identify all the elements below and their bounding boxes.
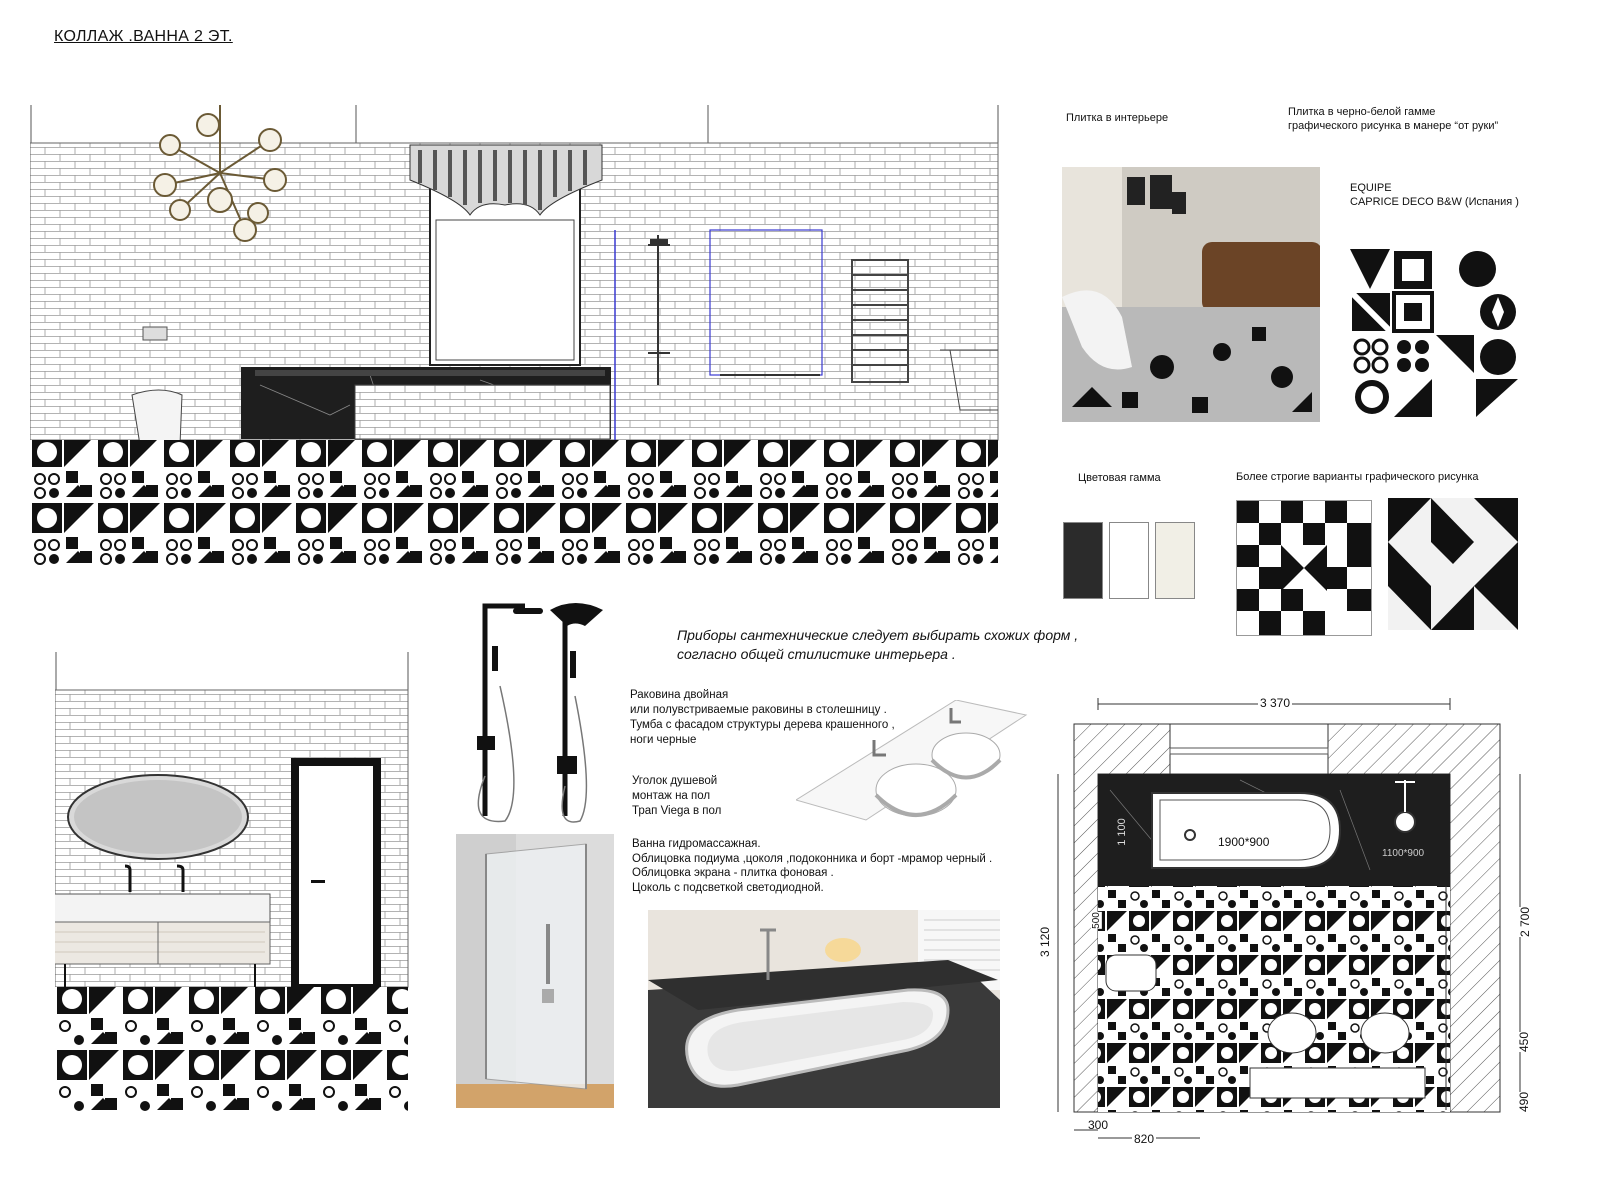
swatch-white [1109, 522, 1149, 599]
label-strict-variants: Более строгие варианты графического рисунка [1236, 471, 1479, 483]
tile-variant-star [1236, 500, 1372, 636]
plan-side-width: 500 [1090, 912, 1102, 929]
plan-dim-bottom-820: 820 [1134, 1132, 1155, 1146]
plan-bath-size: 1900*900 [1218, 835, 1270, 849]
tile-sample-bw [1350, 249, 1520, 419]
double-sink-illustration [796, 700, 1028, 840]
plan-dim-bottom-300: 300 [1088, 1118, 1109, 1132]
floor-plan [1040, 690, 1590, 1150]
label-color-range: Цветовая гамма [1078, 472, 1161, 484]
label-brand: EQUIPE CAPRICE DECO B&W (Испания ) [1350, 182, 1519, 208]
label-tile-interior: Плитка в интерьере [1066, 112, 1169, 124]
swatch-black [1063, 522, 1103, 599]
bathtub-photo [648, 910, 1000, 1108]
plan-dim-left: 3 120 [1038, 926, 1053, 958]
plan-dim-right-top: 2 700 [1518, 906, 1533, 938]
shower-enclosure-photo [456, 834, 614, 1108]
plan-dim-right-450: 450 [1517, 1031, 1532, 1053]
bath-note: Ванна гидромассажная. Облицовка подиума ,цоколя ,подоконника и борт -мрамор черный . Облицовка экрана - плитка фоновая . Цоколь с подсветкой светодиодной. [632, 838, 993, 894]
interior-photo [1062, 167, 1320, 422]
plan-dim-top: 3 370 [1260, 696, 1291, 710]
fixtures-note: Приборы сантехнические следует выбирать схожих форм , согласно общей стилистике интерьера . [677, 627, 1079, 662]
elevation-sink [55, 652, 411, 1112]
sink-note: Раковина двойная или полувстриваемые раковины в столешницу . Тумба с фасадом структуры дерева крашенного , ноги черные [630, 689, 895, 746]
page-title: КОЛЛАЖ .ВАННА 2 ЭТ. [54, 28, 233, 45]
tile-variant-triangles [1388, 498, 1518, 630]
shower-note: Уголок душевой монтаж на пол Трап Viega в пол [632, 775, 722, 817]
plan-shower-size: 1100*900 [1382, 848, 1425, 859]
label-tile-bw: Плитка в черно-белой гамме графического рисунка в манере “от руки” [1288, 106, 1499, 132]
shower-systems [455, 596, 615, 826]
swatch-ivory [1155, 522, 1195, 599]
elevation-main [30, 105, 1000, 567]
plan-podium-width: 1 100 [1115, 818, 1128, 846]
plan-dim-right-bottom: 490 [1517, 1091, 1532, 1113]
